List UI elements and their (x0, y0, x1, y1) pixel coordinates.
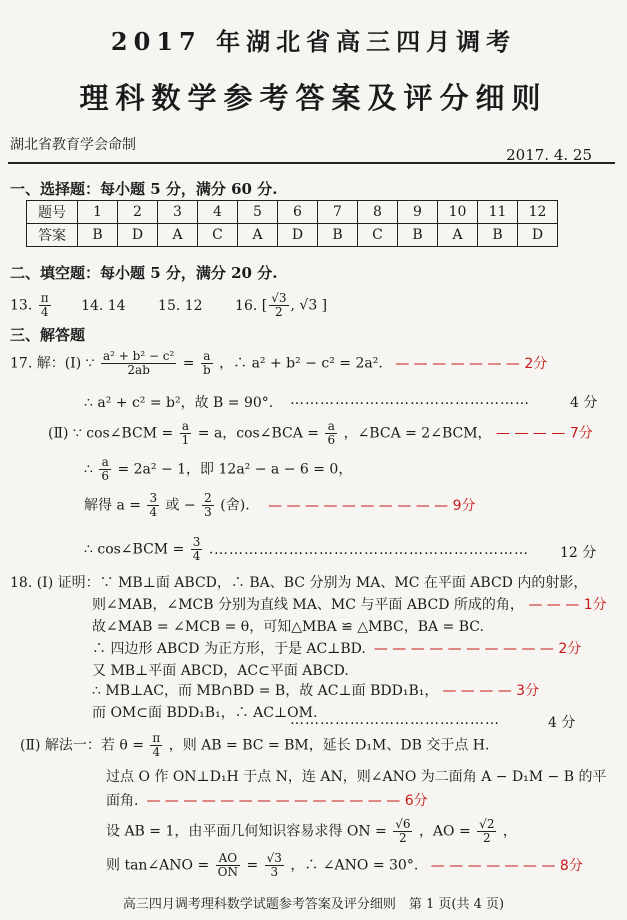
q18-line-1: 18. (Ⅰ) 证明：∵ MB⊥面 ABCD，∴ BA、BC 分别为 MA、MC 在平面 ABCD 内的射影， (10, 575, 588, 591)
score: 8分 (559, 857, 583, 874)
text: 解得 a = (84, 497, 141, 514)
table-cell: 5 (238, 201, 278, 224)
page-footer: 高三四月调考理科数学试题参考答案及评分细则 第 1 页(共 4 页) (122, 897, 505, 912)
fraction (477, 818, 496, 845)
fraction (216, 852, 240, 879)
score: 7分 (569, 425, 593, 442)
table-cell: B (478, 224, 518, 247)
q17-line-5 (84, 492, 476, 519)
q18-line-11 (106, 818, 517, 845)
text: ∴ cos∠BCM = (84, 541, 185, 558)
red-score-mark: — — — — — — — — — — 2分 (373, 641, 582, 657)
section3-heading: 三、解答题 (10, 326, 86, 344)
table-cell: 9 (398, 201, 438, 224)
red-score-mark: — — — 1分 (523, 597, 607, 613)
text: ∴ (84, 461, 93, 478)
text: = 2a² − 1，即 12a² − a − 6 = 0， (117, 461, 353, 478)
text: 17. 解：(Ⅰ) ∵ (10, 355, 95, 372)
row-label: 题号 (27, 201, 78, 224)
text: . (208, 541, 214, 558)
denominator: 2 (275, 305, 283, 319)
q18-line-7: 而 OM⊂面 BDD₁B₁，∴ AC⊥OM. (92, 705, 318, 721)
text: ，∴ a² + b² − c² = 2a². (219, 355, 383, 372)
fraction (393, 818, 412, 845)
text: ，∴ ∠ANO = 30°. (290, 857, 419, 874)
table-row (27, 201, 558, 224)
q18-line-6 (92, 680, 539, 700)
fill-in-answers (10, 292, 327, 319)
denominator: ON (217, 865, 238, 879)
red-score-mark: — — — — 7分 (496, 425, 593, 442)
denominator: 2 (399, 831, 407, 845)
q18-line-4 (92, 638, 581, 658)
text: 面角. (106, 793, 139, 809)
q17-line-6 (84, 536, 213, 563)
q17-line-3 (48, 420, 593, 447)
fraction (191, 536, 203, 563)
score: 3分 (516, 683, 540, 699)
numerator: π (152, 731, 161, 745)
numerator: √2 (479, 817, 495, 831)
fraction (180, 420, 192, 447)
table-cell: A (238, 224, 278, 247)
denominator: b (202, 363, 211, 377)
fraction (150, 732, 162, 759)
text: (Ⅱ) ∵ cos∠BCM = (48, 425, 174, 442)
leader-dots: ………………………………………… (290, 392, 530, 408)
table-cell: 1 (78, 201, 118, 224)
text: ，则 AB = BC = BM，延长 D₁M、DB 交于点 H. (168, 737, 490, 754)
red-score-mark: — — — — — — — 2分 (395, 355, 548, 372)
q18-line-12 (106, 852, 583, 879)
fraction (202, 492, 214, 519)
denominator: 3 (204, 505, 212, 519)
fraction (39, 292, 51, 319)
text: 或 − (165, 497, 196, 514)
table-cell: A (158, 224, 198, 247)
answer-table (26, 200, 558, 247)
numerator: 2 (204, 491, 212, 505)
table-cell: D (118, 224, 158, 247)
text: ，∠BCA = 2∠BCM， (343, 425, 492, 442)
numerator: √3 (266, 851, 282, 865)
section1-heading: 一、选择题：每小题 5 分，满分 60 分. (10, 180, 278, 198)
table-cell: 4 (198, 201, 238, 224)
numerator: √3 (271, 291, 287, 305)
table-cell: C (358, 224, 398, 247)
table-cell: 2 (118, 201, 158, 224)
text: (舍). (220, 497, 250, 514)
document-title: 理科数学参考答案及评分细则 (79, 81, 548, 115)
numerator: AO (216, 852, 240, 866)
text: (Ⅱ) 解法一：若 θ = (20, 737, 144, 754)
table-cell: 8 (358, 201, 398, 224)
table-cell: 10 (438, 201, 478, 224)
q18-line-10 (106, 790, 428, 810)
numerator: a² + b² − c² (102, 349, 175, 363)
denominator: 2 (482, 831, 491, 845)
date: 2017. 4. 25 (506, 146, 592, 164)
numerator: 3 (149, 491, 158, 505)
denominator: 4 (149, 505, 158, 519)
q18-line-2 (92, 594, 607, 614)
numerator: a (201, 350, 213, 364)
exam-title: 2017 年湖北省高三四月调考 (110, 27, 517, 56)
text: 设 AB = 1，由平面几何知识容易求得 ON = (106, 823, 387, 840)
fraction (147, 492, 159, 519)
q17-line-4 (84, 456, 352, 483)
q18-line-5: 又 MB⊥平面 ABCD，AC⊂平面 ABCD. (92, 663, 349, 679)
row-label: 答案 (27, 224, 78, 247)
denominator: 6 (327, 433, 336, 447)
table-cell: C (198, 224, 238, 247)
text: 则 tan∠ANO = (106, 857, 210, 874)
table-cell: 6 (278, 201, 318, 224)
table-cell: 7 (318, 201, 358, 224)
q16-number: 16. (235, 297, 258, 314)
score: 2分 (558, 641, 582, 657)
fraction (265, 852, 284, 879)
red-score-mark: — — — — — — — 8分 (430, 857, 583, 874)
q16-answer-tail: , √3 ] (290, 297, 328, 314)
numerator: √6 (395, 817, 411, 831)
table-cell: B (318, 224, 358, 247)
q17-line-2: ∴ a² + c² = b²，故 B = 90°. (84, 395, 274, 411)
numerator: a (180, 420, 192, 434)
red-score-mark: — — — — 3分 (442, 683, 540, 699)
numerator: a (325, 420, 337, 434)
text: ，AO = (418, 823, 471, 840)
q18-line-9: 过点 O 作 ON⊥D₁H 于点 N，连 AN，则∠ANO 为二面角 A − D₁M − B 的平 (106, 769, 607, 785)
q15-answer: 15. 12 (158, 297, 203, 314)
open-bracket: [ (261, 297, 268, 314)
fraction (325, 420, 337, 447)
table-cell: 11 (478, 201, 518, 224)
table-cell: 12 (518, 201, 558, 224)
header-rule (8, 162, 615, 164)
q17-line-1 (10, 350, 547, 377)
denominator: 4 (192, 549, 201, 563)
red-score-mark: — — — — — — — — — — 9分 (268, 497, 476, 514)
score: 1分 (583, 597, 607, 613)
score: 9分 (452, 497, 476, 514)
table-cell: B (398, 224, 438, 247)
score-label: 12 分 (560, 545, 597, 561)
table-cell: A (438, 224, 478, 247)
table-cell: D (278, 224, 318, 247)
q18-line-8 (20, 732, 489, 759)
red-score-mark: — — — — — — — — — — — — — — 6分 (146, 793, 428, 809)
text: ∴ MB⊥AC，而 MB∩BD = B，故 AC⊥面 BDD₁B₁， (92, 683, 439, 699)
numerator: 3 (192, 535, 201, 549)
text: = (246, 857, 259, 874)
numerator: π (40, 291, 49, 305)
table-cell: 3 (158, 201, 198, 224)
table-row (27, 224, 558, 247)
score-label: 4 分 (548, 715, 576, 731)
text: ∴ 四边形 ABCD 为正方形，于是 AC⊥BD. (92, 641, 366, 657)
table-cell: B (78, 224, 118, 247)
text: 则∠MAB，∠MCB 分别为直线 MA、MC 与平面 ABCD 所成的角， (92, 597, 524, 613)
fraction (201, 350, 213, 377)
text: = (182, 355, 195, 372)
text: = a，cos∠BCA = (197, 425, 320, 442)
denominator: 4 (152, 745, 161, 759)
fraction (101, 350, 176, 377)
leader-dots: ……………………………………………………… (214, 542, 529, 558)
score: 6分 (404, 793, 428, 809)
fraction (99, 456, 111, 483)
q13-number: 13. (10, 297, 33, 314)
q14-answer: 14. 14 (81, 297, 126, 314)
section2-heading: 二、填空题：每小题 5 分，满分 20 分. (10, 264, 278, 282)
q18-line-3: 故∠MAB = ∠MCB = θ，可知△MBA ≌ △MBC，BA = BC. (92, 619, 484, 635)
denominator: 1 (181, 433, 190, 447)
denominator: 6 (101, 469, 110, 483)
text: ， (502, 823, 517, 840)
numerator: a (99, 456, 111, 470)
table-cell: D (518, 224, 558, 247)
denominator: 2ab (127, 363, 150, 377)
denominator: 3 (270, 865, 279, 879)
score-label: 4 分 (570, 395, 598, 411)
leader-dots: …………………………………… (290, 712, 500, 728)
denominator: 4 (40, 305, 49, 319)
score: 2分 (524, 355, 548, 372)
organizer: 湖北省教育学会命制 (10, 137, 136, 153)
fraction (269, 292, 288, 319)
